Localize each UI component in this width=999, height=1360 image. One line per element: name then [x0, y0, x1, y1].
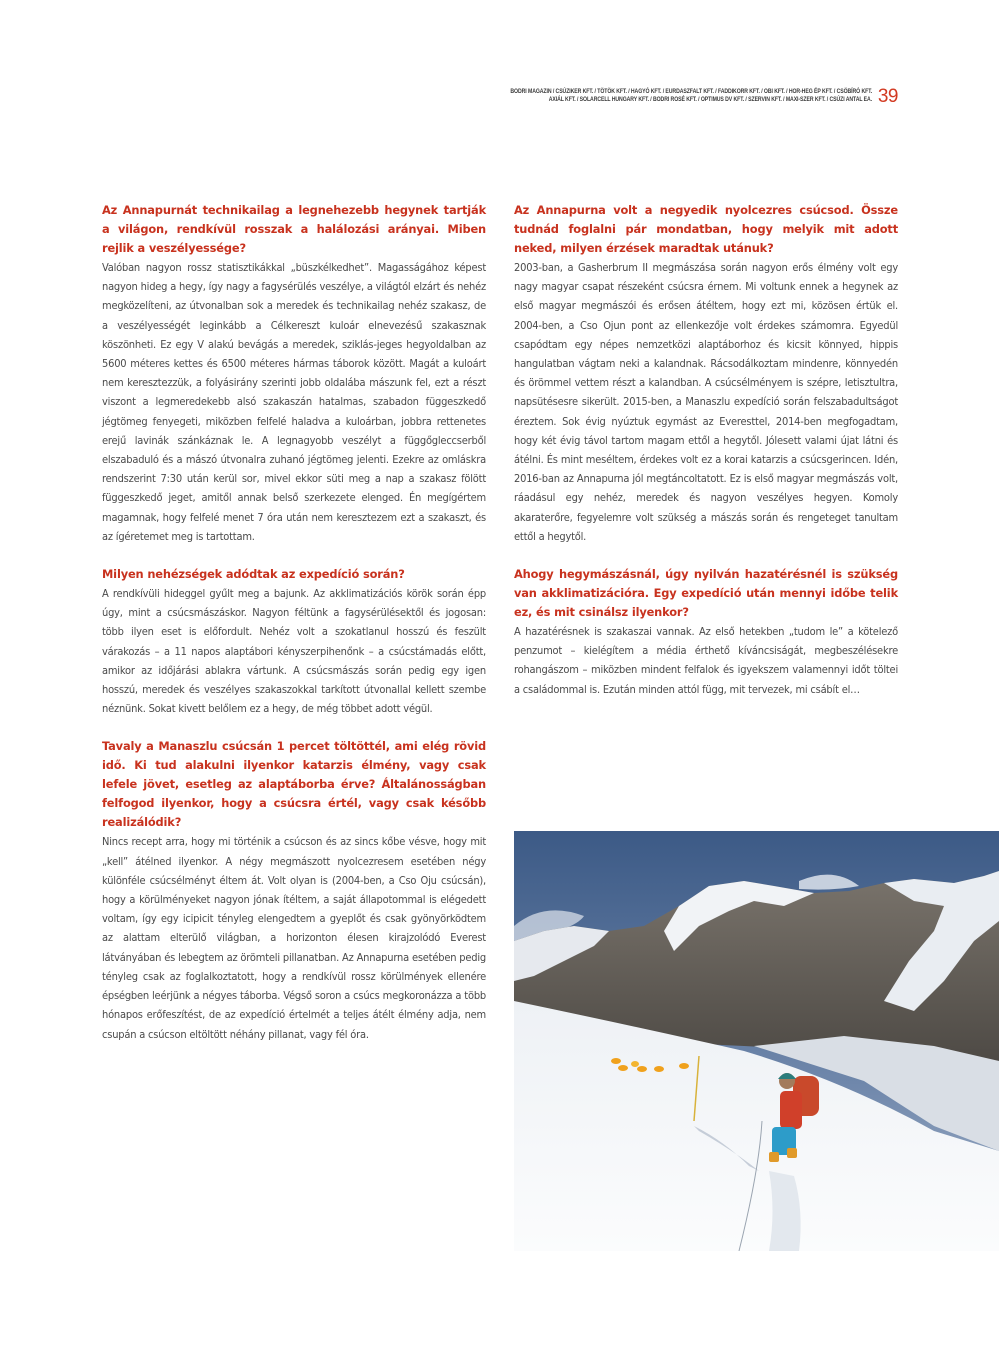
interview-block — [102, 201, 486, 546]
interview-question: Az Annapurnát technikailag a legnehezebb hegynek tartják a világon, rendkívül rosszak a halálozási arányai. Miben rejlik a veszélyessége? — [102, 203, 486, 255]
mountaineer-photo — [514, 831, 999, 1251]
boot — [787, 1148, 797, 1158]
tent — [618, 1065, 628, 1071]
interview-answer: A rendkívüli hideggel gyűlt meg a bajunk. Az akklimatizációs körök során épp úgy, mint a csúcsmászáskor. Nagyon féltünk a fagysérülésektől és jogosan: több ilyen eset is előfordult. Nehéz volt a szokatlanul hosszú és feszült várakozás – a 11 napos alaptábori kényszerpihenőnk – a csúcstámadás előtt, amikor az időjárási ablakra vártunk. A csúcsmászás során pedig egy igen hosszú, meredek és veszélyes szakaszokkal tarkított útvonallal kellett szembe néznünk. Sokat kivett belőlem ez a hegy, de még többet adott végül. — [102, 587, 486, 716]
sponsor-credits — [510, 88, 872, 104]
sponsor-credits-line-2: AXIÁL KFT. / SOLARCELL HUNGARY KFT. / BODRI ROSÉ KFT. / OPTIMUS DV KFT. / SZERVIN KFT. / MAXI-SZER KFT. / CSÚZI ANTAL EA. — [548, 96, 872, 103]
interview-block — [102, 737, 486, 1043]
interview-answer: Nincs recept arra, hogy mi történik a csúcson és az sincs kőbe vésve, hogy mit „kell” átélned ilyenkor. A négy megmászott nyolcezresem esetében négy különféle csúcsélményt éltem át. Volt olyan is (2004-ben, a Cso Oju csúcsán), hogy a körülményeket nagyon jónak ítéltem, a saját állapotommal is elégedett voltam, így egy icipicit tényleg elengedtem a gyeplőt és csak gyönyörködtem az alattam elterülő világban, a horizonton élesen kirajzolódó Everest látványában és lebegtem az örömteli pillanatban. Az Annapurna esetében pedig tényleg csak az foglalkoztatott, hogy a rendkívül rossz körülmények ellenére épségben leérjünk a négyes táborba. Végső soron a csúcs megkoronázza a több hónapos erőfeszítést, de az expedíció értelmét a teljes átélt élmény adja, nem csupán a csúcson eltöltött néhány pillanat, vagy fél óra. — [102, 835, 486, 1041]
jacket — [780, 1091, 802, 1129]
tent — [637, 1066, 647, 1072]
left-column — [102, 201, 486, 1063]
right-column — [514, 201, 898, 718]
interview-question: Az Annapurna volt a negyedik nyolcezres csúcsod. Össze tudnád foglalni pár mondatban, hogy melyik mit adott neked, milyen érzések maradtak utánuk? — [514, 203, 898, 255]
boot — [769, 1152, 779, 1162]
interview-block — [102, 565, 486, 718]
interview-block — [514, 565, 898, 699]
interview-block — [514, 201, 898, 546]
interview-question: Tavaly a Manaszlu csúcsán 1 percet töltöttél, ami elég rövid idő. Ki tud alakulni ilyenkor katarzis élmény, vagy csak lefele jövet, esetleg az alaptáborba érve? Általánosságban felfogod ilyenkor, hogy a csúcsra értél, vagy csak később realizálódik? — [102, 739, 486, 830]
interview-answer: 2003-ban, a Gasherbrum II megmászása során nagyon erős élmény volt egy nagy magyar csapat részeként csúcsra érnem. Mi voltunk ennek a hegynek az első magyar megmászói és erősen átéltem, hogy ezt mi, közösen értük el. 2004-ben, a Cso Ojun pont az ellenkezője volt érdekes számomra. Egyedül csapódtam egy népes nemzetközi alaptáborhoz és kicsit könnyed, hippis hangulatban vágtam neki a kalandnak. Rácsodálkoztam mindenre, könnyedén és örömmel vettem részt a kalandban. A csúcsélményem is szépre, letisztultra, napsütésesre sikerült. 2015-ben, a Manaszlu expedíció során felszabadultságot éreztem. Sok évig nyúztuk egymást az Everesttel, 2014-ben megfogadtam, hogy két évig távol tartom magam ettől a hegytől. Jólesett valami újat látni és átélni. És mint meséltem, érdekes volt ez a korai katarzis a csúcsgerincen. Idén, 2016-ban az Annapurna jól megtáncoltatott. Ez is első magyar megmászás volt, ráadásul egy nehéz, meredek és nagyon veszélyes hegyen. Komoly akaraterőre, fegyelemre volt szükség a mászás során és rengeteget tanultam ettől a hegytől. — [514, 261, 898, 543]
tent — [654, 1066, 664, 1072]
tent — [631, 1061, 639, 1067]
interview-answer: A hazatérésnek is szakaszai vannak. Az első hetekben „tudom le” a kötelező penzumot – kielégítem a média érthető kíváncsiságát, megbeszélésekre rohangászom – miközben mindent felfalok és igyekszem valamennyi időt töltei a családommal is. Ezután minden attól függ, mit tervezek, mi csábít el… — [514, 625, 898, 696]
photo-illustration — [514, 831, 999, 1251]
interview-question: Ahogy hegymászásnál, úgy nyilván hazatérésnél is szükség van akklimatizációra. Egy expedíció után mennyi időbe telik ez, és mit csinálsz ilyenkor? — [514, 567, 898, 620]
interview-answer: Valóban nagyon rossz statisztikákkal „büszkélkedhet”. Magasságához képest nagyon hideg a hegy, így nagy a fagysérülés veszélye, a világtól elzárt és nehéz megközelíteni, az útvonalban sok a meredek és technikailag nehéz szakasz, de a veszélyességét leginkább a Célkereszt kuloár elnevezésű szakasznak köszönheti. Ez egy V alakú bevágás a meredek, sziklás-jeges hegyoldalban az 5600 méteres kettes és 6500 méteres hármas táborok között. Magát a kuloárt nem keresztezzük, a folyásirány szerinti jobb oldalába mászunk fel, ezt a részt viszont a legmeredekebb alsó szakaszán hatalmas, szabadon függeszkedő jégtömeg fenyegeti, miközben felfelé haladva a kuloárban, jobbra rettenetes erejű lavinák szánkáznak le. A legnagyobb veszélyt a függőgleccserből elszabaduló és a mászó útvonalra zuhanó jégtömeg jelenti. Ezekre az omláskra rendszerint 7:30 után kerül sor, mivel ekkor süti meg a nap a szakasz fölött függeszkedő jeget, amitől annak belső szerkezete elenged. Én megígértem magamnak, hogy felfelé menet 7 óra után nem keresztezem ezt a szakaszt, és az ígéretemet meg is tartottam. — [102, 261, 486, 543]
interview-question: Milyen nehézségek adódtak az expedíció során? — [102, 567, 405, 582]
page-number: 39 — [877, 86, 898, 107]
tent — [679, 1063, 689, 1069]
sponsor-credits-line-1: BODRI MAGAZIN / CSÚZIKER KFT. / TÖTÖK KFT. / HAGYÓ KFT. / EURDASZFALT KFT. / FADDIKORR KFT. / OBI KFT. / HOR-HEG ÉP KFT. / CSÖBÍRÓ KFT. — [510, 88, 872, 95]
page-header — [478, 88, 898, 106]
tent — [611, 1058, 621, 1064]
